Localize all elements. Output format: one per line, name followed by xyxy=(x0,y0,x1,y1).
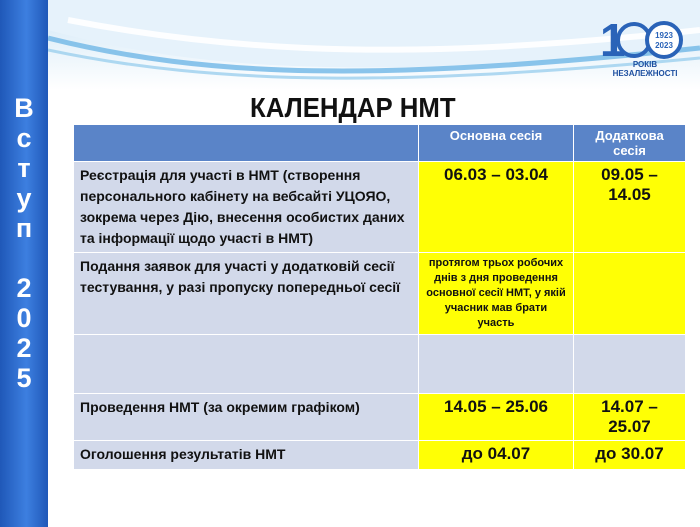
side-banner xyxy=(0,0,48,527)
side-letter: 2 xyxy=(16,273,32,303)
logo-caption: РОКІВ НЕЗАЛЕЖНОСТІ xyxy=(612,60,678,78)
side-letter: у xyxy=(16,183,32,213)
logo-year-top: 1923 xyxy=(655,31,673,40)
side-letter: 0 xyxy=(16,303,32,333)
row-main-session-value: 14.05 – 25.06 xyxy=(419,394,574,441)
side-letter: с xyxy=(16,123,32,153)
row-label: Проведення НМТ (за окремим графіком) xyxy=(74,394,419,441)
header-cell-extra-session: Додаткова сесія xyxy=(574,125,686,162)
row-label xyxy=(74,335,419,394)
table-row xyxy=(74,253,686,335)
header-cell-label xyxy=(74,125,419,162)
row-label: Подання заявок для участі у додатковій сесії тестування, у разі пропуску попередньої сесії xyxy=(74,253,419,335)
nmt-calendar-table xyxy=(73,124,686,470)
svg-text:1: 1 xyxy=(600,14,626,66)
row-main-session-value: протягом трьох робочих днів з дня проведення основної сесії НМТ, у якій учасник мав брати участь xyxy=(419,253,574,335)
side-letter: т xyxy=(17,153,31,183)
logo-year-bottom: 2023 xyxy=(655,41,673,50)
page-title: КАЛЕНДАР НМТ xyxy=(250,92,456,123)
side-letter: 2 xyxy=(16,333,32,363)
table-row xyxy=(74,394,686,441)
table-row-empty xyxy=(74,335,686,394)
row-extra-session-value: до 30.07 xyxy=(574,441,686,470)
row-label: Оголошення результатів НМТ xyxy=(74,441,419,470)
row-extra-session-value xyxy=(574,335,686,394)
table-row xyxy=(74,162,686,253)
header-cell-main-session: Основна сесія xyxy=(419,125,574,162)
row-extra-session-value xyxy=(574,253,686,335)
side-letter: 5 xyxy=(16,363,32,393)
side-letter: В xyxy=(14,93,34,123)
row-extra-session-value: 09.05 – 14.05 xyxy=(574,162,686,253)
row-main-session-value: до 04.07 xyxy=(419,441,574,470)
side-letter: п xyxy=(15,213,33,243)
row-main-session-value xyxy=(419,335,574,394)
row-extra-session-value: 14.07 – 25.07 xyxy=(574,394,686,441)
row-main-session-value: 06.03 – 03.04 xyxy=(419,162,574,253)
table-row xyxy=(74,441,686,470)
row-label: Реєстрація для участі в НМТ (створення персонального кабінету на вебсайті УЦОЯО, зокрема через Дію, внесення особистих даних та інформації щодо участі в НМТ) xyxy=(74,162,419,253)
table-header-row xyxy=(74,125,686,162)
